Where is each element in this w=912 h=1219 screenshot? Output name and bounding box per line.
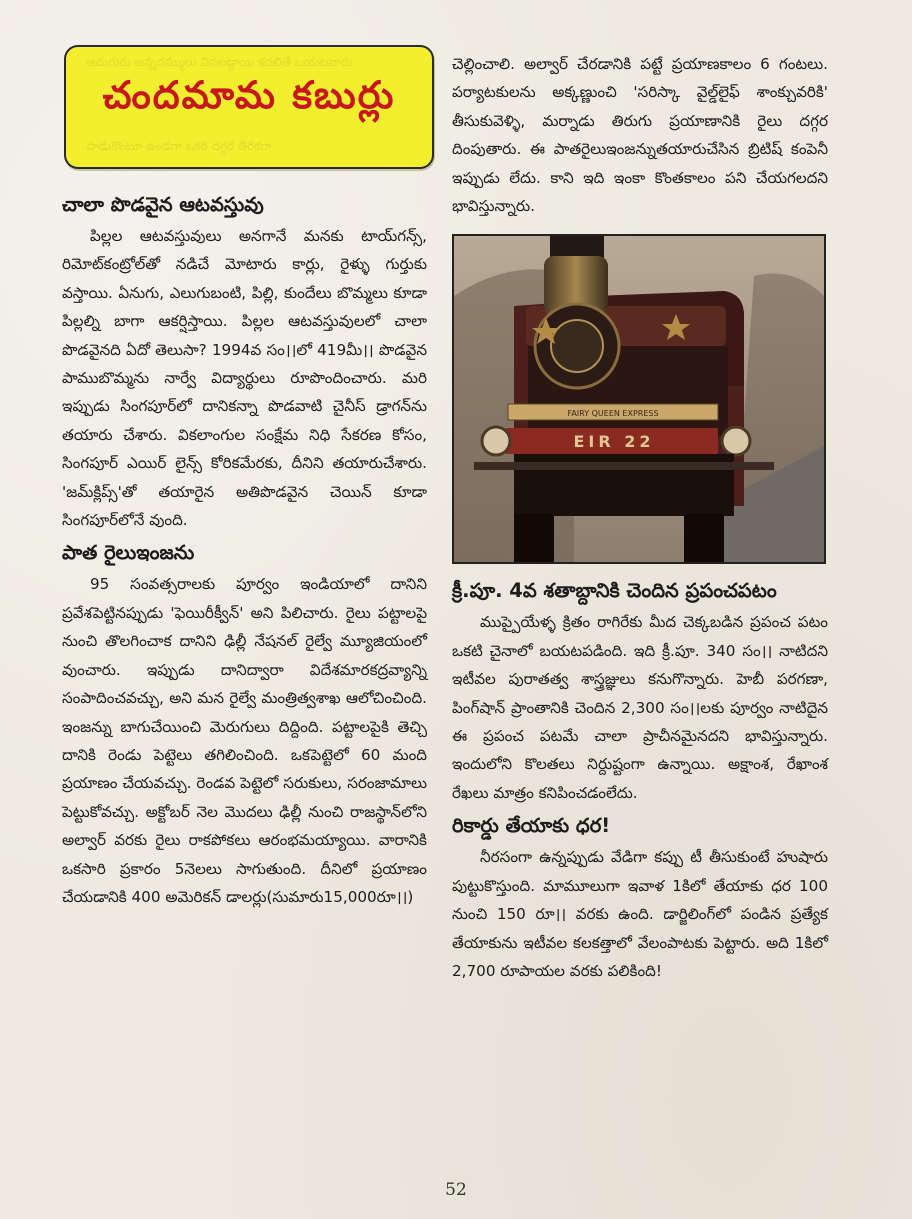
toy-heading: చాలా పొడవైన ఆటవస్తువు: [62, 193, 264, 216]
page-number: 52: [445, 1180, 467, 1200]
tea-heading: రికార్డు తేయాకు ధర!: [452, 814, 611, 838]
engine-heading: పాత రైలుఇంజను: [62, 541, 195, 565]
photo-plate-number: EIR 22: [573, 432, 655, 452]
column-banner: [64, 45, 434, 169]
banner-title: చందమామ కబుర్లు: [102, 73, 396, 117]
map-heading: క్రీ.పూ. 4వ శతాబ్దానికి చెందిన ప్రపంచపటం: [452, 579, 777, 603]
left-column: [62, 186, 427, 911]
right-column: [452, 50, 828, 985]
engine-body-continued: చెల్లించాలి. అల్వార్ చేరడానికి పట్టే ప్రయాణకాలం 6 గంటలు. పర్యాటకులను అక్కణ్ణుంచి 'సరిస్కా వైల్డ్‌లైఫ్ శాంక్చువరికి' తీసుకువెళ్ళి, మర్నాడు తిరుగు ప్రయాణానికి రైలు దగ్గర దింపుతారు. ఈ పాతరైలుఇంజన్నుతయారుచేసిన బ్రిటిష్ కంపెనీ ఇప్పుడు లేదు. కాని ఇది ఇంకా కొంతకాలం పని చేయగలదని భావిస్తున్నారు.: [452, 55, 828, 216]
toy-body: పిల్లల ఆటవస్తువులు అనగానే మనకు టాయ్‌గన్స్, రిమోట్‌కంట్రోల్‌తో నడిచే మోటారు కార్లు, రైళ్ళు గుర్తుకు వస్తాయి. ఏనుగు, ఎలుగుబంటి, పిల్లి, కుందేలు బొమ్మలు కూడా పిల్లల్ని బాగా ఆకర్షిస్తాయి. పిల్లల ఆటవస్తువులలో చాలా పొడవైనది ఏదో తెలుసా? 1994వ సం।।లో 419మీ।। పొడవైన పాముబొమ్మను నార్వే విద్యార్థులు రూపొందించారు. మరి ఇప్పుడు సింగపూర్‌లో దానికన్నా పొడవాటి చైనీస్ డ్రాగన్‌ను తయారు చేశారు. వికలాంగుల సంక్షేమ నిధి సేకరణ కోసం, సింగపూర్ ఎయిర్ లైన్స్ కోరికమేరకు, దీనిని తయారుచేశారు. 'జమ్‌క్లిప్స్'తో తయారైన అతిపొడవైన చెయిన్ కూడా సింగపూర్‌లోనే వుంది.: [62, 227, 427, 530]
engine-body: 95 సంవత్సరాలకు పూర్వం ఇండియాలో దానిని ప్రవేశపెట్టినప్పుడు 'ఫెయిరీక్వీన్' అని పిలిచారు. రైలు పట్టాలపై నుంచి తొలగించాక దానిని ఢిల్లీ నేషనల్ రైల్వే మ్యూజియంలో వుంచారు. ఇప్పుడు దానిద్వారా విదేశమారకద్రవ్యాన్ని సంపాదించవచ్చు, అని మన రైల్వే మంత్రిత్వశాఖ ఆలోచించింది. ఇంజన్ను బాగుచేయించి మెరుగులు దిద్దింది. పట్టాలపైకి తెచ్చి దానికి రెండు పెట్టెలు తగిలించింది. ఒకపెట్టెలో 60 మంది ప్రయాణం చేయవచ్చు. రెండవ పెట్టెలో సరుకులు, సరంజామాలు పెట్టుకోవచ్చు. అక్టోబర్ నెల మొదలు ఢిల్లీ నుంచి రాజస్థాన్‌లోని అల్వార్ వరకు రైలు రాకపోకలు ఆరంభమయ్యాయి. వారానికి ఒకసారి ప్రకారం 5నెలలు సాగుతుంది. దీనిలో ప్రయాణం చేయడానికి 400 అమెరికన్ డాలర్లు(సుమారు15,000రూ।।): [62, 575, 427, 906]
map-body: ముప్పైయేళ్ళ క్రితం రాగిరేకు మీద చెక్కబడిన ప్రపంచ పటం ఒకటి చైనాలో బయటపడింది. ఇది క్రీ.పూ. 340 సం।। నాటిదని ఇటీవల పురాతత్వ శాస్త్రజ్ఞులు కనుగొన్నారు. హెబీ పరగణా, పింగ్‌షాన్ ప్రాంతానికి చెందిన 2,300 సం।।లకు పూర్వం నాటిదైన ఈ ప్రపంచ పటమే చాలా ప్రాచీనమైనదని భావిస్తున్నారు. ఇందులోని కొలతలు నిర్దుష్టంగా ఉన్నాయి. అక్షాంశ, రేఖాంశ రేఖలు మాత్రం కనిపించడంలేదు.: [452, 613, 828, 802]
tea-body: నీరసంగా ఉన్నప్పుడు వేడిగా కప్పు టీ తీసుకుంటే హుషారు పుట్టుకొస్తుంది. మామూలుగా ఇవాళ 1కిలో తేయాకు ధర 100 నుంచి 150 రూ।। వరకు ఉంది. డార్జిలింగ్‌లో పండిన ప్రత్యేక తేయాకును ఇటీవల కలకత్తాలో వేలంపాటకు పెట్టారు. అది 1కిలో 2,700 రూపాయల వరకు పలికింది!: [452, 848, 828, 980]
photo-nameboard: FAIRY QUEEN EXPRESS: [567, 409, 659, 419]
banner-bleed-through: ఆదుగురు అన్నదమ్ములు వినబడ్డాయి కదలితే బయటవారు: [86, 55, 353, 69]
steam-engine-illustration: [454, 236, 824, 562]
banner-bleed-through-bottom: పాడుకొంటూ ఉండగా ఒకరి దగ్గర తీరికగా: [86, 139, 272, 153]
steam-engine-photo: [452, 234, 826, 564]
